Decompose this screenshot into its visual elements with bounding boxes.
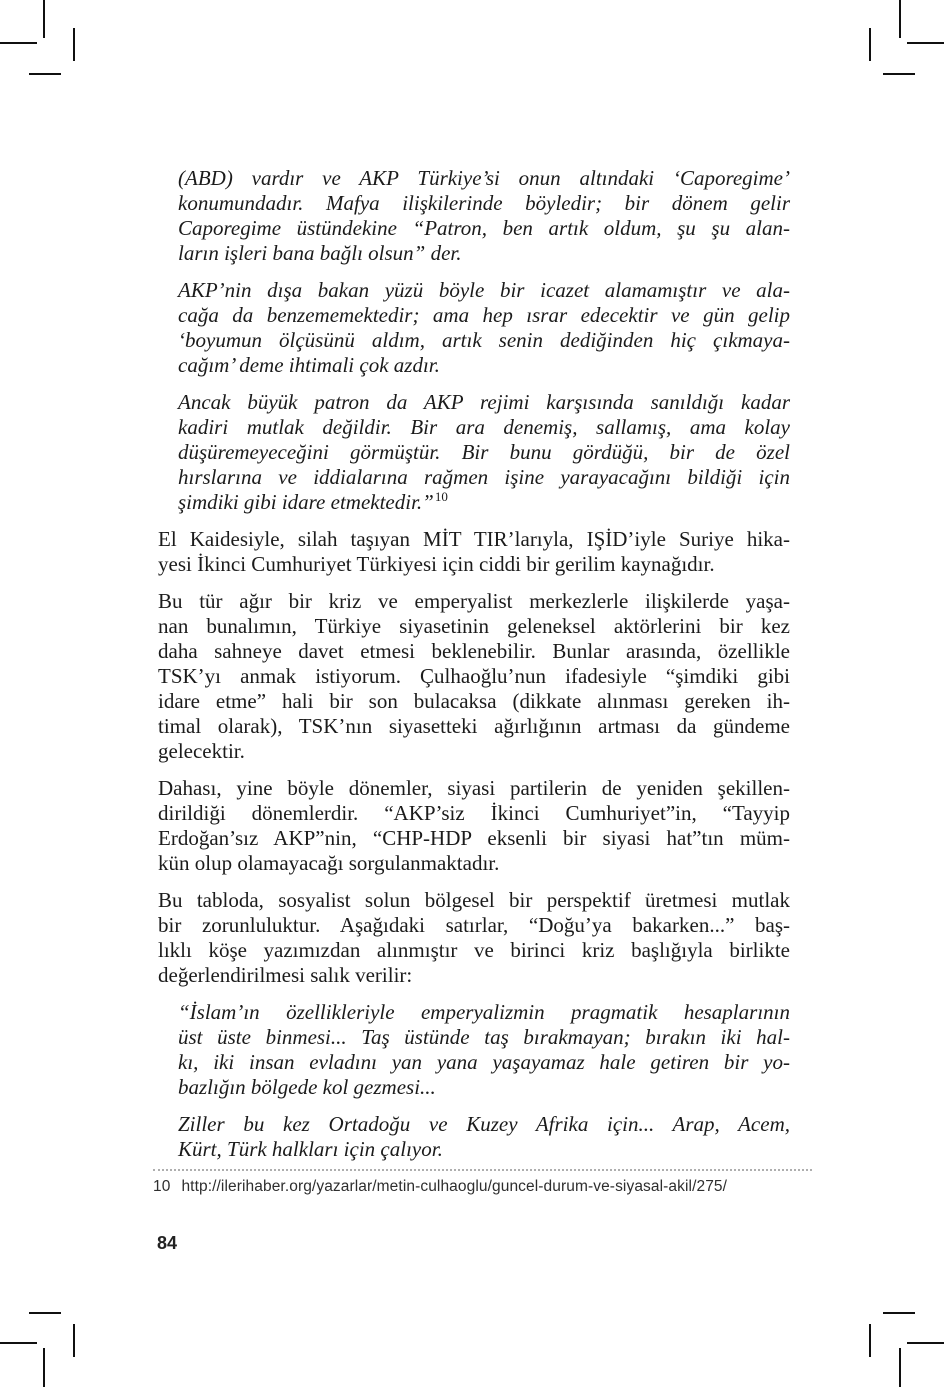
quote-paragraph	[178, 166, 790, 266]
quote-paragraph	[178, 390, 790, 515]
text-line: kün olup olamayacağı sorgulanmaktadır.	[158, 851, 500, 875]
crop-mark-top-right-outer-vertical	[899, 0, 901, 38]
text-line: yesi İkinci Cumhuriyet Türkiyesi için ciddi bir gerilim kaynağıdır.	[158, 552, 715, 576]
crop-mark-top-left-outer-vertical	[43, 0, 45, 38]
text-line: lıklı köşe yazımızdan alınmıştır ve birinci kriz başlığıyla birlikte	[158, 938, 790, 962]
text-line: dirildiği dönemlerdir. “AKP’siz İkinci Cumhuriyet”in, “Tayyip	[158, 801, 790, 825]
footnote-url: http://ilerihaber.org/yazarlar/metin-culhaoglu/guncel-durum-ve-siyasal-akil/275/	[181, 1178, 728, 1195]
text-line: üst üste binmesi... Taş üstünde taş bırakmayan; bırakın iki hal-	[178, 1025, 790, 1049]
crop-mark-bottom-left-inner-horizontal	[29, 1312, 61, 1314]
crop-mark-top-left-outer-horizontal	[0, 42, 37, 44]
text-line: kı, iki insan evladını yan yana yaşayamaz hale getiren bir yo-	[178, 1050, 790, 1074]
text-line: Bu tabloda, sosyalist solun bölgesel bir perspektif üretmesi mutlak	[158, 888, 790, 912]
body-paragraph	[158, 589, 790, 764]
text-line: idare etme” hali bir son bulacaksa (dikkate alınması gereken ih-	[158, 689, 790, 713]
footnote	[153, 1169, 812, 1196]
quote-paragraph	[178, 1000, 790, 1100]
footnote-number: 10	[153, 1178, 171, 1195]
footnote-reference: 10	[434, 489, 448, 504]
text-line: (ABD) vardır ve AKP Türkiye’si onun altındaki ‘Caporegime’	[178, 166, 790, 190]
body-paragraph	[158, 888, 790, 988]
text-line: Bu tür ağır bir kriz ve emperyalist merkezlerle ilişkilerde yaşa-	[158, 589, 790, 613]
text-line: El Kaidesiyle, silah taşıyan MİT TIR’larıyla, IŞİD’iyle Suriye hika-	[158, 527, 790, 551]
text-line: Caporegime üstündekine “Patron, ben artık oldum, şu şu alan-	[178, 216, 790, 240]
crop-mark-bottom-right-outer-vertical	[899, 1348, 901, 1387]
text-line: cağım’ deme ihtimali çok azdır.	[178, 353, 440, 377]
crop-mark-bottom-left-outer-horizontal	[0, 1342, 37, 1344]
text-line: bir zorunluluktur. Aşağıdaki satırlar, “Doğu’ya bakarken...” baş-	[158, 913, 790, 937]
text-column	[158, 166, 790, 1174]
text-line: konumundadır. Mafya ilişkilerinde böyledir; bir dönem gelir	[178, 191, 790, 215]
text-line: Kürt, Türk halkları için çalıyor.	[178, 1137, 443, 1161]
crop-mark-bottom-left-outer-vertical	[43, 1348, 45, 1387]
quote-paragraph	[178, 278, 790, 378]
body-paragraph	[158, 527, 790, 577]
quote-paragraph	[178, 1112, 790, 1162]
text-line: Dahası, yine böyle dönemler, siyasi partilerin de yeniden şekillen-	[158, 776, 790, 800]
crop-mark-top-right-outer-horizontal	[907, 42, 944, 44]
footnote-text	[153, 1177, 812, 1196]
text-line: Ancak büyük patron da AKP rejimi karşısında sanıldığı kadar	[178, 390, 790, 414]
crop-mark-bottom-right-inner-horizontal	[883, 1312, 915, 1314]
text-line: düşüremeyeceğini görmüştür. Bir bunu gördüğü, bir de özel	[178, 440, 790, 464]
text-line: nan bunalımın, Türkiye siyasetinin geleneksel aktörlerini bir kez	[158, 614, 790, 638]
text-line: timal olarak), TSK’nın siyasetteki ağırlığının artması da gündeme	[158, 714, 790, 738]
text-line: daha sahneye davet etmesi beklenebilir. Bunlar arasında, özellikle	[158, 639, 790, 663]
text-line: bazlığın bölgede kol gezmesi...	[178, 1075, 436, 1099]
text-line: kadiri mutlak değildir. Bir ara denemiş, sallamış, ama kolay	[178, 415, 790, 439]
crop-mark-top-right-inner-vertical	[869, 28, 871, 61]
body-paragraph	[158, 776, 790, 876]
crop-mark-bottom-right-inner-vertical	[869, 1324, 871, 1357]
text-line: hırslarına ve iddialarına rağmen işine yarayacağını bildiği için	[178, 465, 790, 489]
text-line: değerlendirilmesi salık verilir:	[158, 963, 413, 987]
page-number: 84	[157, 1233, 178, 1253]
footnote-separator-rule	[153, 1169, 812, 1171]
text-line: ‘boyumun ölçüsünü aldım, artık senin dediğinden hiç çıkmaya-	[178, 328, 790, 352]
text-line: Ziller bu kez Ortadoğu ve Kuzey Afrika için... Arap, Acem,	[178, 1112, 790, 1136]
text-line: gelecektir.	[158, 739, 245, 763]
text-line: AKP’nin dışa bakan yüzü böyle bir icazet alamamıştır ve ala-	[178, 278, 790, 302]
crop-mark-bottom-left-inner-vertical	[73, 1324, 75, 1357]
text-line: cağa da benzememektedir; ama hep ısrar edecektir ve gün gelip	[178, 303, 790, 327]
text-line: “İslam’ın özellikleriyle emperyalizmin pragmatik hesaplarının	[178, 1000, 790, 1024]
crop-mark-top-left-inner-horizontal	[29, 73, 61, 75]
text-line: TSK’yı anmak istiyorum. Çulhaoğlu’nun ifadesiyle “şimdiki gibi	[158, 664, 790, 688]
text-line: ların işleri bana bağlı olsun” der.	[178, 241, 462, 265]
text-line: Erdoğan’sız AKP”nin, “CHP-HDP eksenli bir siyasi hat”tın müm-	[158, 826, 790, 850]
text-line: şimdiki gibi idare etmektedir.”$^{10}$	[178, 489, 448, 514]
crop-mark-top-left-inner-vertical	[73, 28, 75, 61]
crop-mark-bottom-right-outer-horizontal	[907, 1342, 944, 1344]
crop-mark-top-right-inner-horizontal	[883, 73, 915, 75]
